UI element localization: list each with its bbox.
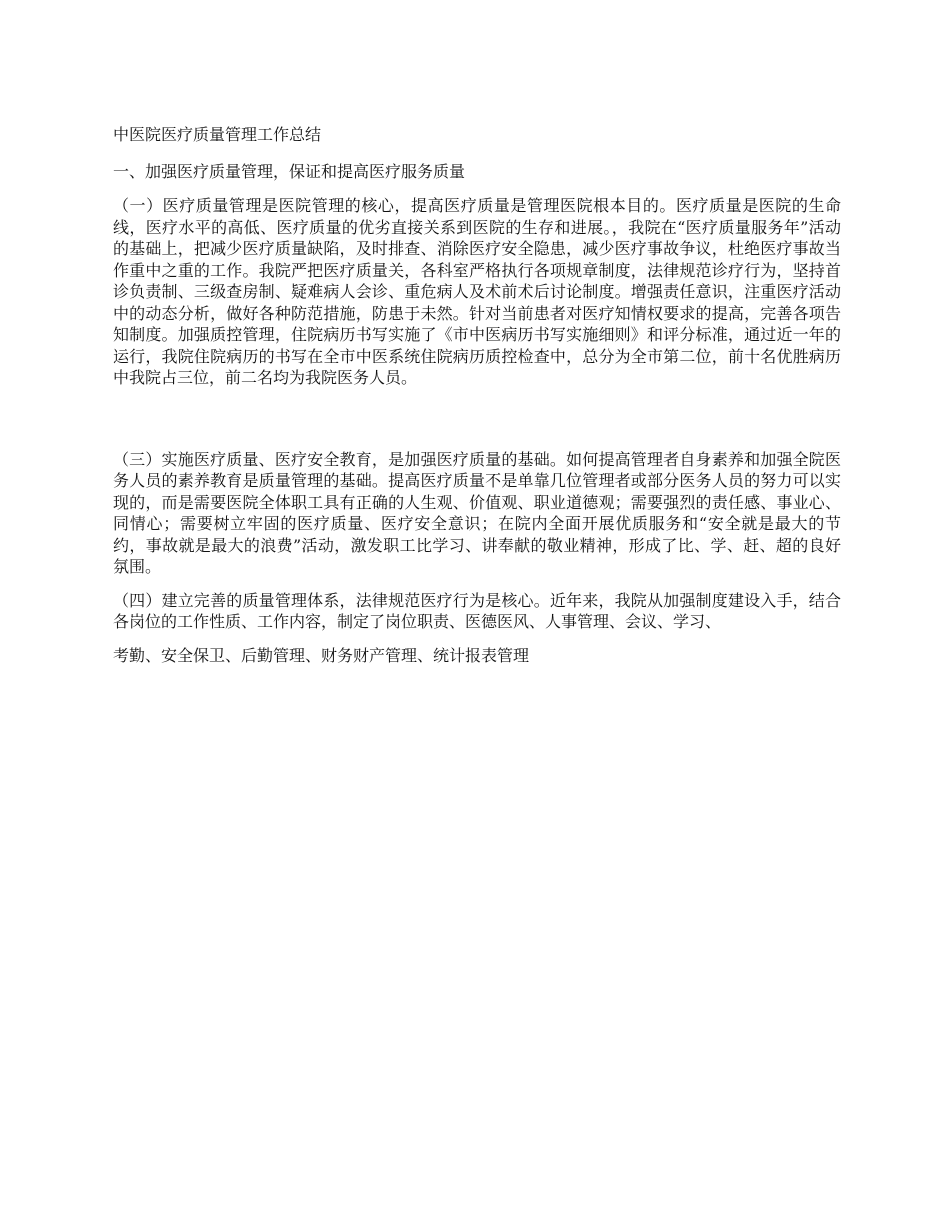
document-title: 中医院医疗质量管理工作总结 [113, 125, 322, 144]
paragraph-4: （四）建立完善的质量管理体系，法律规范医疗行为是核心。近年来，我院从加强制度建设入手，结合各岗位的工作性质、工作内容，制定了岗位职责、医德医风、人事管理、会议、学习、 [113, 590, 841, 631]
paragraph-1: （一）医疗质量管理是医院管理的核心，提高医疗质量是管理医院根本目的。医疗质量是医院的生命线，医疗水平的高低、医疗质量的优劣直接关系到医院的生存和进展。，我院在“医疗质量服务年”活动的基础上，把减少医疗质量缺陷，及时排查、消除医疗安全隐患，减少医疗事故争议，杜绝医疗事故当作重中之重的工作。我院严把医疗质量关，各科室严格执行各项规章制度，法律规范诊疗行为，坚持首诊负责制、三级查房制、疑难病人会诊、重危病人及术前术后讨论制度。增强责任意识，注重医疗活动中的动态分析，做好各种防范措施，防患于未然。针对当前患者对医疗知情权要求的提高，完善各项告知制度。加强质控管理，住院病历书写实施了《市中医病历书写实施细则》和评分标准，通过近一年的运行，我院住院病历的书写在全市中医系统住院病历质控检查中，总分为全市第二位，前十名优胜病历中我院占三位，前二名均为我院医务人员。 [113, 196, 841, 387]
document-page [113, 124, 841, 667]
paragraph-5: 考勤、安全保卫、后勤管理、财务财产管理、统计报表管理 [113, 645, 530, 665]
paragraph-3: （三）实施医疗质量、医疗安全教育，是加强医疗质量的基础。如何提高管理者自身素养和加强全院医务人员的素养教育是质量管理的基础。提高医疗质量不是单靠几位管理者或部分医务人员的努力可以实现的，而是需要医院全体职工具有正确的人生观、价值观、职业道德观；需要强烈的责任感、事业心、同情心；需要树立牢固的医疗质量、医疗安全意识；在院内全面开展优质服务和“安全就是最大的节约，事故就是最大的浪费”活动，激发职工比学习、讲奉献的敬业精神，形成了比、学、赶、超的良好氛围。 [113, 449, 841, 576]
section-heading: 一、加强医疗质量管理，保证和提高医疗服务质量 [113, 162, 466, 181]
